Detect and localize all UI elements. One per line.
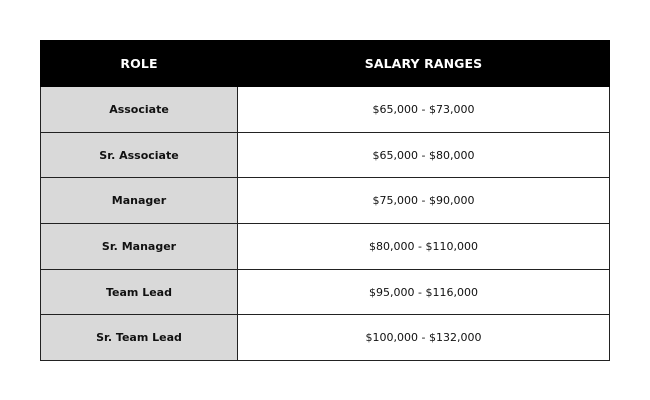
column-header-salary-ranges: SALARY RANGES	[238, 41, 610, 87]
table-row	[41, 178, 610, 224]
salary-table	[40, 40, 610, 361]
table-row	[41, 132, 610, 178]
table-row	[41, 269, 610, 315]
role-cell: Team Lead	[41, 269, 238, 315]
table-header-row	[41, 41, 610, 87]
table-row	[41, 224, 610, 270]
role-cell: Sr. Team Lead	[41, 315, 238, 361]
salary-cell: $80,000 - $110,000	[238, 224, 610, 270]
salary-cell: $95,000 - $116,000	[238, 269, 610, 315]
table-row	[41, 87, 610, 133]
salary-table-container	[40, 40, 609, 361]
column-header-role: ROLE	[41, 41, 238, 87]
salary-cell: $75,000 - $90,000	[238, 178, 610, 224]
salary-cell: $65,000 - $73,000	[238, 87, 610, 133]
role-cell: Associate	[41, 87, 238, 133]
salary-cell: $65,000 - $80,000	[238, 132, 610, 178]
role-cell: Sr. Associate	[41, 132, 238, 178]
table-row	[41, 315, 610, 361]
role-cell: Sr. Manager	[41, 224, 238, 270]
salary-cell: $100,000 - $132,000	[238, 315, 610, 361]
role-cell: Manager	[41, 178, 238, 224]
